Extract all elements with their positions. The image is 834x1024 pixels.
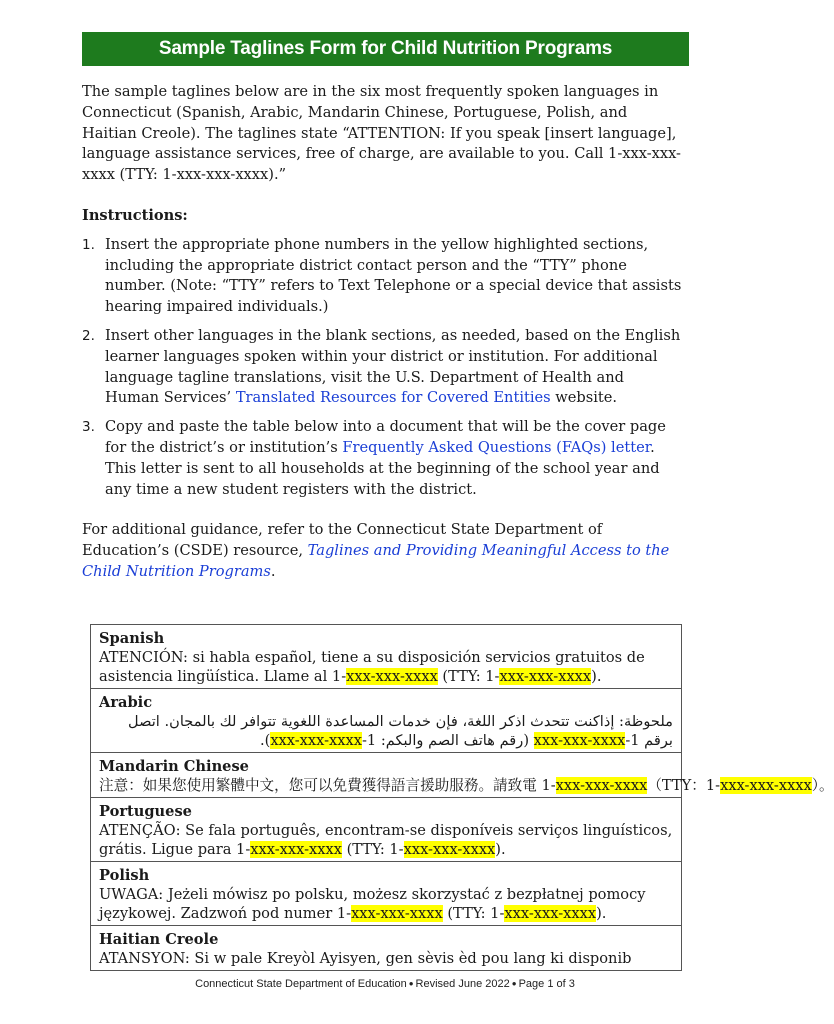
phone-highlight: xxx-xxx-xxxx: [250, 841, 342, 858]
instruction-text: . This letter is sent to all households at the beginning of the school year and any time a new student registers with the district.: [105, 438, 660, 498]
page-title-banner: [82, 32, 689, 66]
phone-highlight: xxx-xxx-xxxx: [533, 732, 626, 749]
guidance-text: .: [270, 562, 276, 580]
bullet-separator: ●: [408, 979, 414, 988]
language-name: Spanish: [99, 630, 165, 647]
instruction-item-2: [82, 326, 682, 409]
bullet-separator: ●: [511, 979, 517, 988]
language-name: Portuguese: [99, 803, 192, 820]
tagline-row-polish: [91, 862, 681, 926]
tagline-text-line: برقم 1-xxx-xxx-xxxx (رقم هاتف الصم والبكم: 1-xxx-xxx-xxxx).: [259, 732, 673, 749]
tagline-text: ATENÇÃO: Se fala português, encontram-se disponíveis serviços linguísticos, grátis. Ligue para 1-xxx-xxx-xxxx (TTY: 1-xxx-xxx-xxxx).: [99, 822, 673, 858]
tagline-text-line: ملحوظة: إذاكنت تتحدث اذكر اللغة، فإن خدمات المساعدة اللغوية تتوافر لك بالمجان. اتصل: [128, 713, 673, 730]
tty-highlight: xxx-xxx-xxxx: [720, 777, 812, 794]
phone-highlight: xxx-xxx-xxxx: [346, 668, 438, 685]
instruction-item-1: [82, 235, 682, 318]
guidance-text: For additional guidance, refer to the Connecticut State Department of Education’s (CSDE) resource,: [82, 521, 603, 560]
tagline-row-spanish: [91, 625, 681, 689]
language-name: Haitian Creole: [99, 931, 219, 948]
tagline-row-haitian: [91, 926, 681, 971]
instruction-text: Copy and paste the table below into a document that will be the cover page for the district’s or institution’s: [105, 418, 666, 456]
phone-highlight: xxx-xxx-xxxx: [555, 777, 648, 794]
page-footer: [0, 978, 770, 990]
phone-highlight: xxx-xxx-xxxx: [351, 905, 443, 922]
language-name: Polish: [99, 867, 150, 884]
tagline-text: ATANSYON: Si w pale Kreyòl Ayisyen, gen sèvis èd pou lang ki disponib: [99, 950, 632, 967]
taglines-table: [90, 624, 834, 971]
translated-resources-link[interactable]: Translated Resources for Covered Entities: [235, 389, 551, 407]
faqs-letter-link[interactable]: Frequently Asked Questions (FAQs) letter: [342, 438, 651, 456]
instruction-text: website.: [550, 389, 618, 407]
tty-highlight: xxx-xxx-xxxx: [499, 668, 592, 685]
tagline-row-portuguese: [91, 798, 681, 862]
tagline-text: 注意：如果您使用繁體中文，您可以免費獲得語言援助服務。請致電 1-xxx-xxx-xxxx（TTY：1-xxx-xxx-xxxx）。: [99, 777, 834, 794]
document-body: [82, 82, 682, 583]
instruction-number: 3.: [82, 419, 95, 436]
intro-paragraph: The sample taglines below are in the six most frequently spoken languages in Connecticut (Spanish, Arabic, Mandarin Chinese, Portuguese, Polish, and Haitian Creole). The taglines state “ATTENTION: If you speak [insert language], language assistance services, free of charge, are available to you. Call 1-xxx-xxx-xxxx (TTY: 1-xxx-xxx-xxxx).”: [82, 83, 681, 184]
language-name: Arabic: [99, 694, 153, 711]
page-title: Sample Taglines Form for Child Nutrition Programs: [158, 38, 613, 59]
taglines-guidance-link[interactable]: Taglines and Providing Meaningful Access to the Child Nutrition Programs: [82, 542, 670, 580]
instruction-item-3: [82, 417, 682, 500]
instruction-number: 1.: [82, 236, 95, 253]
tagline-text: UWAGA: Jeżeli mówisz po polsku, możesz skorzystać z bezpłatnej pomocy językowej. Zadzwoń pod numer 1-xxx-xxx-xxxx (TTY: 1-xxx-xxx-xxxx).: [99, 886, 646, 922]
guidance-paragraph: [82, 520, 682, 582]
tty-highlight: xxx-xxx-xxxx: [403, 841, 496, 858]
footer-revised: Revised June 2022: [415, 978, 510, 990]
tagline-row-mandarin: [91, 753, 834, 798]
instruction-number: 2.: [82, 327, 95, 344]
instructions-heading: Instructions:: [82, 206, 188, 224]
tagline-text: ATENCIÓN: si habla español, tiene a su disposición servicios gratuitos de asistencia lingüística. Llame al 1-xxx-xxx-xxxx (TTY: 1-xxx-xxx-xxxx).: [99, 649, 645, 685]
instruction-text: Insert the appropriate phone numbers in the yellow highlighted sections, including the appropriate district contact person and the “TTY” phone number. (Note: “TTY” refers to Text Telephone or a special device that assists hearing impaired individuals.): [105, 235, 682, 316]
language-name: Mandarin Chinese: [99, 758, 249, 775]
tty-highlight: xxx-xxx-xxxx: [504, 905, 597, 922]
footer-page: Page 1 of 3: [518, 978, 575, 990]
instructions-list: [82, 235, 682, 501]
instruction-text: Insert other languages in the blank sections, as needed, based on the English learner languages spoken within your district or institution. For additional language tagline translations, visit the U.S. Department of Health and Human Services’: [105, 326, 681, 407]
tagline-row-arabic: [91, 689, 681, 753]
tty-highlight: xxx-xxx-xxxx: [270, 732, 362, 749]
footer-org: Connecticut State Department of Education: [195, 978, 407, 990]
